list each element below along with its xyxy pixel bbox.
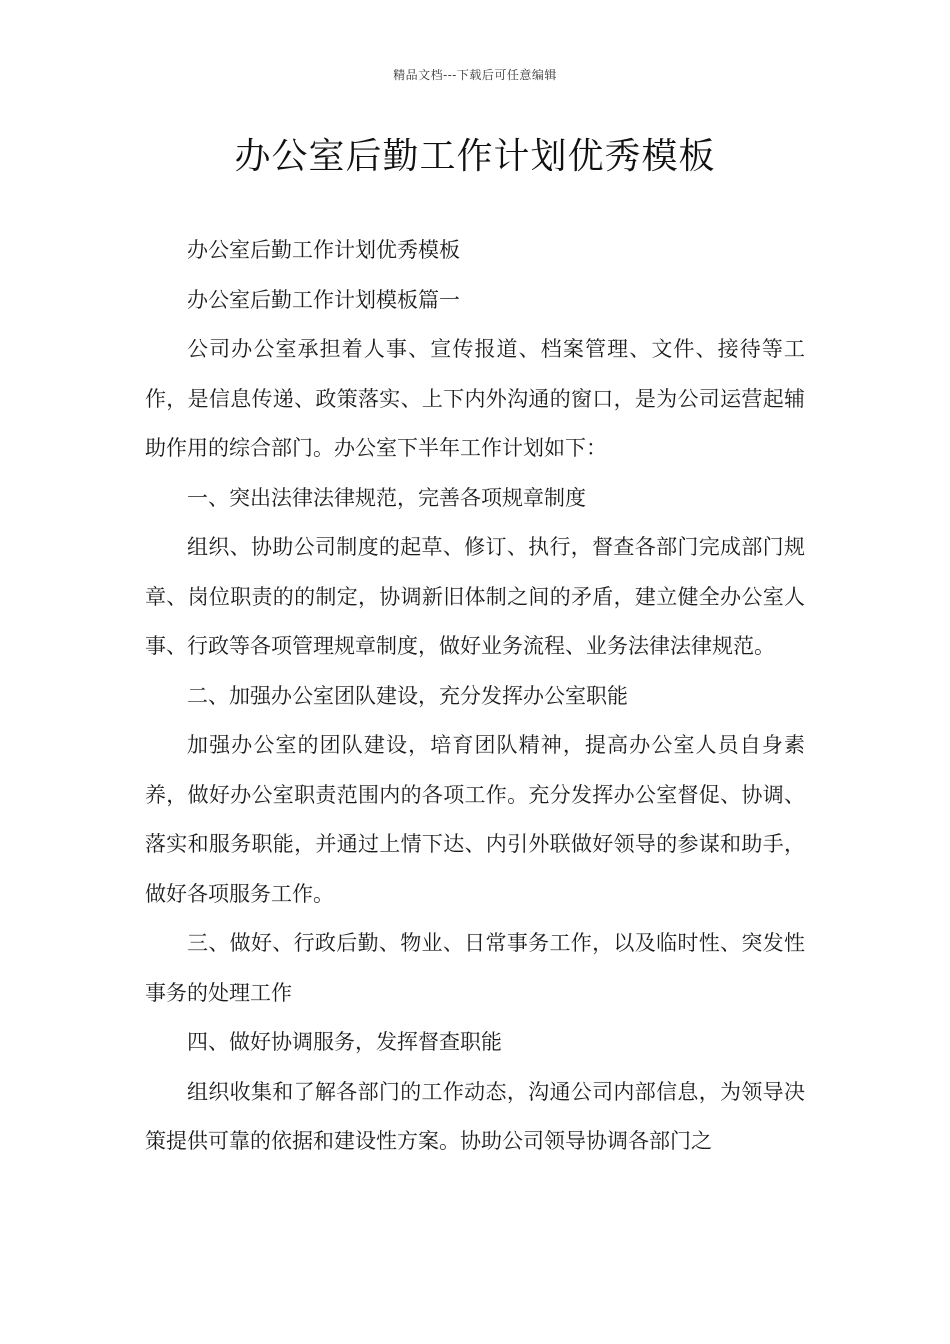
paragraph-item-2: 加强办公室的团队建设，培育团队精神，提高办公室人员自身素养，做好办公室职责范围内的各项工作。充分发挥办公室督促、协调、落实和服务职能，并通过上情下达、内引外联做好领导的参谋和助手，做好各项服务工作。 xyxy=(145,733,805,906)
paragraph-section-heading: 办公室后勤工作计划模板篇一 xyxy=(187,287,460,312)
heading-item-1: 一、突出法律法律规范，完善各项规章制度 xyxy=(187,485,586,510)
heading-item-4: 四、做好协调服务，发挥督查职能 xyxy=(187,1030,502,1054)
heading-item-2: 二、加强办公室团队建设，充分发挥办公室职能 xyxy=(187,683,628,708)
document-body xyxy=(145,226,805,1167)
paragraph-subtitle: 办公室后勤工作计划优秀模板 xyxy=(187,238,460,262)
header-note: 精品文档---下载后可任意编辑 xyxy=(393,68,557,82)
paragraph-item-4: 组织收集和了解各部门的工作动态，沟通公司内部信息，为领导决策提供可靠的依据和建设性方案。协助公司领导协调各部门之 xyxy=(145,1079,805,1153)
document-title: 办公室后勤工作计划优秀模板 xyxy=(234,136,716,177)
paragraph-intro: 公司办公室承担着人事、宣传报道、档案管理、文件、接待等工作，是信息传递、政策落实、上下内外沟通的窗口，是为公司运营起辅助作用的综合部门。办公室下半年工作计划如下： xyxy=(145,337,805,460)
heading-item-3: 三、做好、行政后勤、物业、日常事务工作，以及临时性、突发性事务的处理工作 xyxy=(145,931,805,1005)
paragraph-item-1: 组织、协助公司制度的起草、修订、执行，督查各部门完成部门规章、岗位职责的的制定，协调新旧体制之间的矛盾，建立健全办公室人事、行政等各项管理规章制度，做好业务流程、业务法律法律规范。 xyxy=(145,535,805,658)
